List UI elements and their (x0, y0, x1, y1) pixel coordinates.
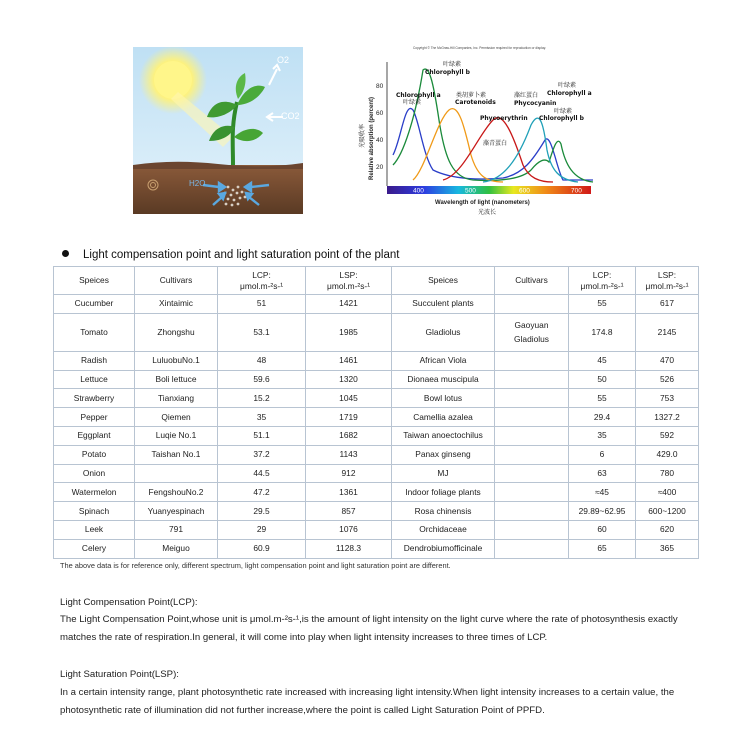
table-cell (392, 267, 495, 295)
table-cell (135, 408, 218, 427)
table-cell (135, 389, 218, 408)
table-cell (54, 483, 135, 502)
cell-line: Luqie No.1 (155, 430, 197, 441)
table-header-row (54, 267, 699, 295)
cell-line: Leek (84, 524, 104, 535)
table-cell (569, 408, 636, 427)
table-row (54, 520, 699, 539)
table-cell (54, 267, 135, 295)
table-cell (569, 351, 636, 370)
table-cell (495, 295, 569, 314)
chart-label: Chlorophyll a (396, 92, 441, 99)
h2o-label: H2O (189, 179, 206, 188)
cell-line: Dionaea muscipula (407, 373, 479, 384)
table-cell (636, 426, 699, 445)
table-cell (569, 520, 636, 539)
cell-line: Eggplant (77, 430, 111, 441)
table-cell (495, 313, 569, 351)
table-cell (218, 267, 306, 295)
cell-line: Spinach (78, 505, 110, 516)
table-row (54, 313, 699, 351)
chart-label: Chlorophyll b (539, 115, 584, 122)
table-cell (306, 539, 392, 558)
table-cell (569, 267, 636, 295)
table-cell (636, 351, 699, 370)
cell-line: 35 (256, 411, 267, 422)
cell-line: 1421 (339, 298, 358, 309)
cell-line: 55 (597, 298, 607, 309)
cell-line: Strawberry (73, 392, 115, 403)
table-cell (495, 483, 569, 502)
table-cell (569, 445, 636, 464)
cell-line: 51 (256, 298, 267, 309)
table-cell (569, 502, 636, 521)
cell-line: 2145 (657, 326, 677, 337)
y-tick: 40 (376, 137, 384, 144)
copyright-text: Copyright © The McGraw-Hill Companies, Inc. Permission required for reproduction or display. (413, 46, 546, 50)
chart-label: 藻红蛋白 (514, 92, 539, 99)
table-cell (218, 483, 306, 502)
table-cell (54, 464, 135, 483)
cell-line: 365 (660, 543, 674, 554)
cell-line: Orchidaceae (419, 524, 467, 535)
table-cell (569, 426, 636, 445)
cell-line: 29.5 (253, 505, 270, 516)
cell-line: 1045 (339, 392, 358, 403)
table-cell (306, 483, 392, 502)
y-tick: 60 (376, 110, 384, 117)
cell-line: Succulent plants (412, 298, 474, 309)
cell-line: 592 (660, 430, 674, 441)
chart-label: Carotenoids (455, 99, 496, 106)
cell-line: Indoor foliage plants (405, 486, 481, 497)
cell-line: ≈45 (595, 486, 609, 497)
table-cell (569, 539, 636, 558)
co2-label: CO2 (281, 111, 300, 121)
table-cell (306, 408, 392, 427)
chart-label: 叶绿素 (403, 99, 422, 106)
cell-line: 6 (599, 449, 605, 460)
y-axis-label-cn: 光吸收率 (359, 123, 366, 148)
table-cell (392, 539, 495, 558)
cell-line: 470 (660, 355, 674, 366)
cell-line: Qiemen (161, 411, 191, 422)
o2-label: O2 (277, 55, 290, 65)
table-cell (218, 539, 306, 558)
table-cell (569, 389, 636, 408)
table-cell (495, 426, 569, 445)
x-tick: 500 (465, 187, 476, 195)
table-cell (135, 502, 218, 521)
cell-line: 1128.3 (336, 543, 361, 554)
table-row (54, 483, 699, 502)
y-axis-label: Relative absorption (percent) (369, 96, 375, 180)
table-cell (306, 351, 392, 370)
table-cell (636, 464, 699, 483)
table-cell (135, 464, 218, 483)
absorption-spectrum-chart (353, 40, 615, 225)
cell-line: 29 (256, 524, 267, 535)
table-cell (218, 520, 306, 539)
table-cell (495, 351, 569, 370)
table-row (54, 351, 699, 370)
table-cell (218, 464, 306, 483)
cell-line: 620 (660, 524, 674, 535)
plant-photosynthesis-illustration (133, 47, 303, 214)
cell-line: Rosa chinensis (414, 505, 472, 516)
cell-line: Celery (81, 543, 107, 554)
table-cell (54, 408, 135, 427)
table-cell (569, 464, 636, 483)
cell-line: African Viola (419, 355, 467, 366)
chart-label: 藻青蛋白 (483, 140, 508, 147)
cell-line: Lettuce (80, 373, 108, 384)
cell-line: Taiwan anoectochilus (403, 430, 483, 441)
cell-line: 15.2 (253, 392, 270, 403)
table-row (54, 464, 699, 483)
cell-line: 1361 (339, 486, 358, 497)
table-cell (306, 295, 392, 314)
cell-line: 600~1200 (648, 505, 686, 516)
table-cell (569, 313, 636, 351)
cell-line: Zhongshu (157, 326, 195, 337)
cell-line: 857 (341, 505, 356, 516)
cell-line: 60 (597, 524, 607, 535)
lsp-line: photosynthetic rate of illumination did not further increase,where the point is called Light Saturation Point of PPFD. (60, 705, 545, 716)
cell-line: 1320 (339, 373, 358, 384)
table-cell (54, 502, 135, 521)
table-cell (636, 539, 699, 558)
table-cell (495, 445, 569, 464)
table-cell (54, 445, 135, 464)
cell-line: 47.2 (253, 486, 270, 497)
table-cell (495, 370, 569, 389)
table-cell (135, 520, 218, 539)
table-cell (306, 389, 392, 408)
table-cell (392, 445, 495, 464)
y-tick: 80 (376, 83, 384, 90)
cell-line: FengshouNo.2 (148, 486, 204, 497)
phycocyanin-curve (483, 118, 578, 182)
table-cell (135, 267, 218, 295)
table-row (54, 370, 699, 389)
cell-line: Tomato (80, 326, 108, 337)
table-cell (54, 389, 135, 408)
cell-line: Radish (80, 355, 108, 366)
table-cell (392, 313, 495, 351)
table-cell (306, 426, 392, 445)
chart-label: 叶绿素 (558, 82, 577, 89)
chart-label: Phycoerythrin (480, 115, 528, 122)
lcp-title: Light Compensation Point(LCP): (60, 597, 198, 608)
table-cell (636, 502, 699, 521)
cell-line: Potato (81, 449, 107, 460)
cell-line: LuluobuNo.1 (152, 355, 200, 366)
table-row (54, 502, 699, 521)
table-cell (135, 295, 218, 314)
cell-line: 55 (597, 392, 607, 403)
cell-line: 617 (660, 298, 674, 309)
table-cell (218, 295, 306, 314)
lcp-description (60, 611, 700, 647)
cell-line: Pepper (80, 411, 108, 422)
table-cell (218, 408, 306, 427)
cell-line: 51.1 (253, 430, 270, 441)
cell-line: 1461 (339, 355, 358, 366)
table-cell (392, 370, 495, 389)
table-cell (495, 408, 569, 427)
cell-line: Yuanyespinach (147, 505, 205, 516)
table-cell (135, 483, 218, 502)
table-row (54, 426, 699, 445)
cell-line: Bowl lotus (423, 392, 463, 403)
table-cell (54, 351, 135, 370)
cell-line: 791 (169, 524, 183, 535)
x-tick: 700 (571, 187, 582, 195)
cell-line: 60.9 (253, 543, 270, 554)
table-cell (636, 408, 699, 427)
cell-line: Onion (82, 467, 106, 478)
table-cell (636, 483, 699, 502)
cell-line: Cultivars (515, 275, 548, 285)
table-cell (392, 464, 495, 483)
cell-line: 1327.2 (654, 411, 680, 422)
chart-label: Chlorophyll b (425, 69, 470, 76)
cell-line: Boli lettuce (155, 373, 197, 384)
table-cell (306, 267, 392, 295)
x-axis-label-cn: 光波长 (478, 209, 497, 216)
table-cell (135, 539, 218, 558)
table-cell (636, 445, 699, 464)
table-cell (569, 370, 636, 389)
cell-line: 48 (256, 355, 267, 366)
table-cell (569, 295, 636, 314)
cell-line: 526 (660, 373, 674, 384)
table-row (54, 408, 699, 427)
table-cell (54, 370, 135, 389)
cell-line: Cucumber (74, 298, 114, 309)
table-cell (135, 426, 218, 445)
cell-line: ≈400 (657, 486, 677, 497)
table-cell (636, 370, 699, 389)
cell-line: Gladiolus (425, 326, 461, 337)
cell-line: LSP: (657, 269, 677, 280)
cell-line: 45 (597, 355, 607, 366)
table-cell (392, 426, 495, 445)
table-cell (495, 520, 569, 539)
table-cell (218, 502, 306, 521)
table-cell (636, 295, 699, 314)
cell-line: 912 (341, 467, 356, 478)
table-cell (392, 351, 495, 370)
table-cell (306, 520, 392, 539)
lcp-lsp-table (53, 266, 699, 559)
chart-label: 叶绿素 (554, 108, 573, 115)
table-cell (306, 370, 392, 389)
table-cell (218, 313, 306, 351)
cell-line: Camellia azalea (413, 411, 473, 422)
table-cell (135, 445, 218, 464)
cell-line: μmol.m-²s-¹ (645, 280, 689, 291)
lsp-title: Light Saturation Point(LSP): (60, 669, 179, 680)
cell-line: μmol.m-²s-¹ (240, 280, 283, 291)
cell-line: 50 (597, 373, 607, 384)
lcp-line: matches the rate of respiration.In general, it will come into play when light intensity increases to three times of LCP. (60, 632, 548, 643)
lsp-line: In a certain intensity range, plant photosynthetic rate increased with increasing light intensity.When light intensity increases to a certain value, the (60, 687, 675, 698)
cell-line: LCP: (592, 269, 612, 280)
table-cell (218, 445, 306, 464)
cell-line: 35 (597, 430, 607, 441)
table-cell (495, 539, 569, 558)
cell-line: Speices (428, 275, 458, 285)
table-cell (135, 351, 218, 370)
cell-line: μmol.m-²s-¹ (580, 280, 624, 291)
cell-line: 37.2 (253, 449, 270, 460)
table-cell (54, 426, 135, 445)
cell-line: Gladiolus (514, 334, 549, 345)
x-tick: 400 (413, 187, 424, 195)
y-tick: 20 (376, 164, 384, 171)
table-cell (306, 464, 392, 483)
cell-line: Meiguo (162, 543, 190, 554)
cell-line: 63 (597, 467, 607, 478)
table-cell (218, 389, 306, 408)
cell-line: 29.89~62.95 (578, 505, 626, 516)
table-cell (636, 389, 699, 408)
table-row (54, 539, 699, 558)
cell-line: 1682 (339, 430, 358, 441)
bullet-icon (62, 250, 69, 257)
cell-line: LSP: (339, 269, 358, 280)
cell-line: 780 (660, 467, 674, 478)
cell-line: 29.4 (593, 411, 611, 422)
cell-line: 1719 (339, 411, 358, 422)
lcp-line: The Light Compensation Point,whose unit is μmol.m-²s-¹,is the amount of light intensity on the light curve where the rate of photosynthesis exactly (60, 614, 678, 625)
cell-line: 174.8 (591, 326, 613, 337)
cell-line: 1076 (339, 524, 358, 535)
table-cell (54, 295, 135, 314)
chart-label: 叶绿素 (443, 61, 462, 68)
table-cell (54, 539, 135, 558)
cell-line: 429.0 (656, 449, 678, 460)
table-cell (392, 520, 495, 539)
table-cell (495, 502, 569, 521)
cell-line: Xintaimic (159, 298, 193, 309)
table-heading-text: Light compensation point and light saturation point of the plant (83, 249, 400, 261)
table-row (54, 445, 699, 464)
cell-line: 53.1 (253, 326, 270, 337)
table-cell (392, 502, 495, 521)
cell-line: 59.6 (253, 373, 270, 384)
table-row (54, 295, 699, 314)
cell-line: 1143 (339, 449, 358, 460)
cell-line: LCP: (252, 269, 271, 280)
table-cell (135, 313, 218, 351)
table-cell (306, 502, 392, 521)
cell-line: Gaoyuan (514, 320, 549, 331)
table-cell (218, 370, 306, 389)
table-row (54, 389, 699, 408)
chart-label: 类胡萝卜素 (456, 92, 487, 99)
cell-line: Taishan No.1 (151, 449, 201, 460)
table-cell (636, 313, 699, 351)
cell-line: Panax ginseng (415, 449, 471, 460)
x-axis-label: Wavelength of light (nanometers) (435, 200, 530, 206)
cell-line: 1985 (339, 326, 358, 337)
cell-line: μmol.m-²s-¹ (327, 280, 370, 291)
cell-line: Speices (79, 275, 109, 285)
cell-line: 44.5 (253, 467, 270, 478)
table-cell (306, 445, 392, 464)
chart-label: Phycocyanin (514, 100, 557, 107)
table-cell (392, 389, 495, 408)
table-cell (306, 313, 392, 351)
cell-line: Dendrobiumofficinale (403, 543, 483, 554)
chart-label: Chlorophyll a (547, 90, 592, 97)
lsp-description (60, 684, 700, 720)
table-cell (636, 520, 699, 539)
table-note: The above data is for reference only, different spectrum, light compensation point and light saturation point are different. (60, 561, 451, 570)
cell-line: 753 (660, 392, 674, 403)
table-cell (392, 295, 495, 314)
table-cell (495, 464, 569, 483)
cell-line: Cultivars (159, 275, 193, 285)
table-cell (135, 370, 218, 389)
x-tick: 600 (519, 187, 530, 195)
table-cell (495, 389, 569, 408)
table-cell (636, 267, 699, 295)
table-cell (569, 483, 636, 502)
cell-line: MJ (437, 467, 449, 478)
table-cell (392, 408, 495, 427)
table-cell (54, 520, 135, 539)
cell-line: 65 (597, 543, 607, 554)
table-cell (218, 351, 306, 370)
table-heading (62, 249, 399, 261)
cell-line: Watermelon (71, 486, 117, 497)
table-cell (218, 426, 306, 445)
phycoerythrin-curve (443, 118, 553, 182)
table-cell (392, 483, 495, 502)
table-cell (495, 267, 569, 295)
cell-line: Tianxiang (157, 392, 194, 403)
table-cell (54, 313, 135, 351)
